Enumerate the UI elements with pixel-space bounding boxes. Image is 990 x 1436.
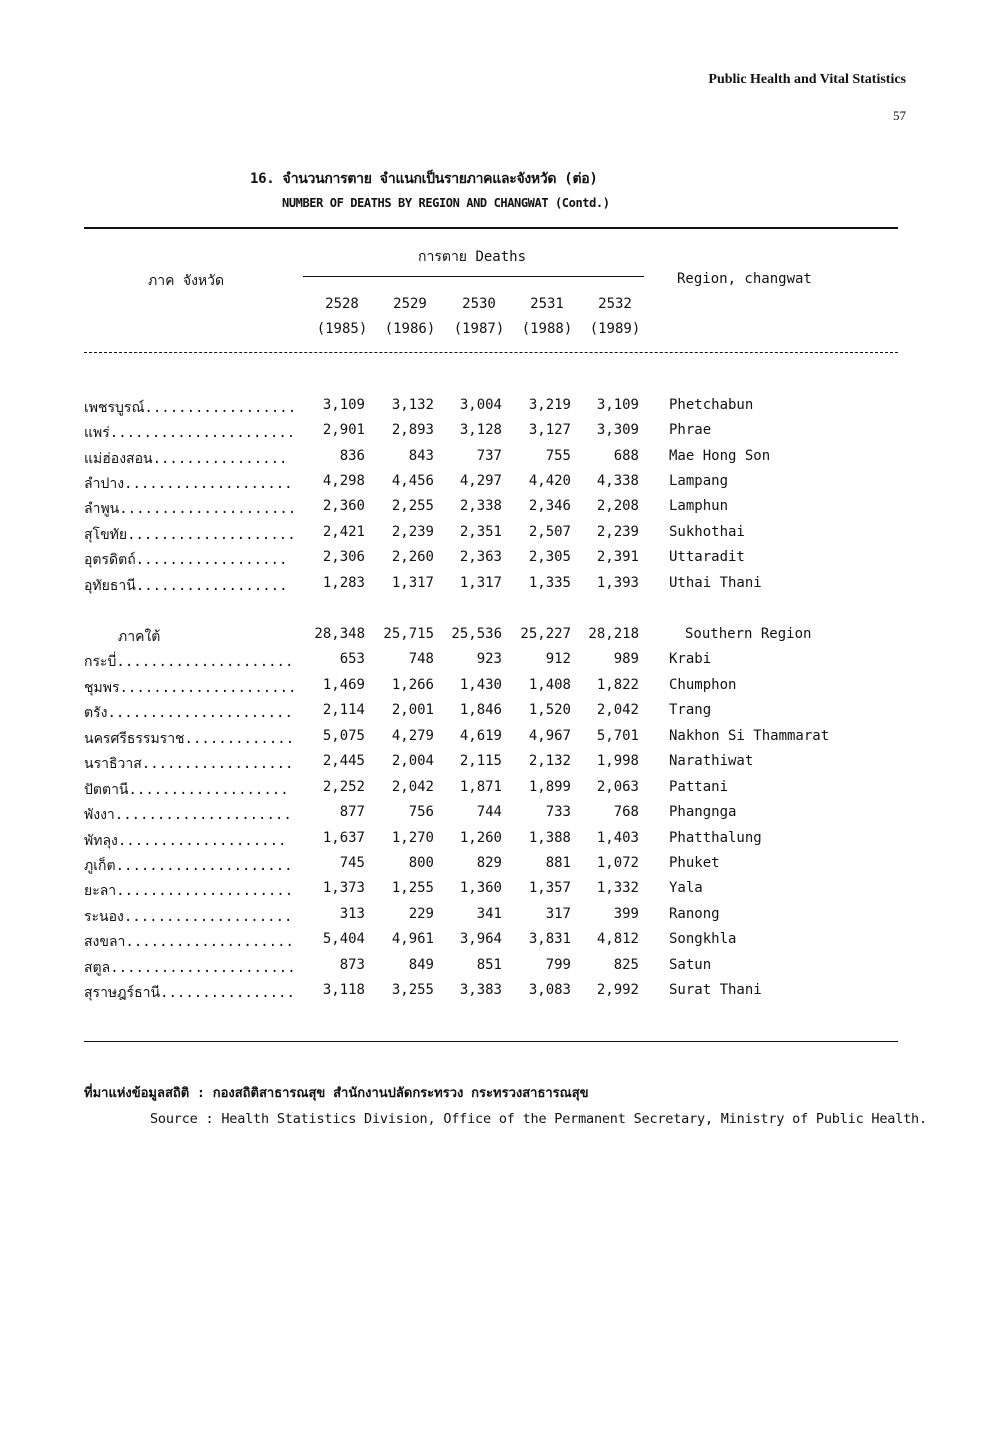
row-label-thai: นครศรีธรรมราช.............: [84, 731, 295, 747]
deaths-value: 2,391: [596, 549, 639, 565]
deaths-value: 1,357: [528, 880, 571, 896]
deaths-value: 3,255: [391, 982, 434, 998]
year-be-header: 2531: [530, 296, 564, 312]
deaths-value: 1,373: [322, 880, 365, 896]
row-label-english: Surat Thani: [669, 982, 762, 998]
column-label-thai: ภาค จังหวัด: [148, 273, 225, 289]
table-row: [0, 498, 990, 522]
deaths-value: 1,283: [322, 575, 365, 591]
row-label-thai: พัทลุง....................: [84, 833, 287, 849]
deaths-value: 4,298: [322, 473, 365, 489]
deaths-value: 3,127: [528, 422, 571, 438]
deaths-value: 2,239: [596, 524, 639, 540]
table-row: [0, 957, 990, 981]
row-label-english: Ranong: [669, 906, 720, 922]
row-label-english: Southern Region: [685, 626, 812, 642]
deaths-value: 2,115: [459, 753, 502, 769]
row-label-thai: นราธิวาส..................: [84, 756, 294, 772]
row-label-english: Narathiwat: [669, 753, 754, 769]
table-row: [0, 422, 990, 446]
deaths-value: 881: [545, 855, 571, 871]
deaths-value: 5,075: [322, 728, 365, 744]
row-label-thai: อุทัยธานี..................: [84, 578, 288, 594]
deaths-value: 755: [545, 448, 571, 464]
deaths-value: 3,118: [322, 982, 365, 998]
row-label-english: Krabi: [669, 651, 712, 667]
deaths-value: 923: [476, 651, 502, 667]
deaths-header-rule: [303, 276, 644, 277]
row-label-thai: ปัตตานี...................: [84, 782, 289, 798]
deaths-value: 1,332: [596, 880, 639, 896]
deaths-value: 3,109: [596, 397, 639, 413]
deaths-value: 4,297: [459, 473, 502, 489]
deaths-value: 2,338: [459, 498, 502, 514]
table-row: [0, 448, 990, 472]
deaths-value: 5,404: [322, 931, 365, 947]
deaths-value: 3,831: [528, 931, 571, 947]
table-title-english: NUMBER OF DEATHS BY REGION AND CHANGWAT (Contd.): [282, 196, 610, 210]
deaths-value: 836: [339, 448, 365, 464]
deaths-value: 2,351: [459, 524, 502, 540]
deaths-value: 1,255: [391, 880, 434, 896]
deaths-value: 399: [613, 906, 639, 922]
row-label-english: Satun: [669, 957, 712, 973]
row-label-english: Lamphun: [669, 498, 729, 514]
deaths-value: 2,363: [459, 549, 502, 565]
deaths-value: 2,004: [391, 753, 434, 769]
deaths-value: 2,507: [528, 524, 571, 540]
deaths-value: 4,338: [596, 473, 639, 489]
deaths-value: 1,072: [596, 855, 639, 871]
table-row: [0, 702, 990, 726]
deaths-value: 825: [613, 957, 639, 973]
deaths-value: 1,266: [391, 677, 434, 693]
deaths-value: 1,403: [596, 830, 639, 846]
deaths-value: 745: [339, 855, 365, 871]
row-label-thai: สงขลา....................: [84, 934, 294, 950]
row-label-thai: สุโขทัย....................: [84, 527, 296, 543]
deaths-value: 799: [545, 957, 571, 973]
deaths-value: 1,335: [528, 575, 571, 591]
deaths-value: 2,445: [322, 753, 365, 769]
table-row: [0, 804, 990, 828]
deaths-value: 3,964: [459, 931, 502, 947]
deaths-value: 4,812: [596, 931, 639, 947]
deaths-value: 3,004: [459, 397, 502, 413]
deaths-value: 4,967: [528, 728, 571, 744]
table-row: [0, 473, 990, 497]
table-row: [0, 397, 990, 421]
source-thai: ที่มาแห่งข้อมูลสถิติ : กองสถิติสาธารณสุข สำนักงานปลัดกระทรวง กระทรวงสาธารณสุข: [84, 1086, 589, 1101]
table-row: [0, 779, 990, 803]
deaths-value: 1,317: [391, 575, 434, 591]
deaths-value: 989: [613, 651, 639, 667]
deaths-value: 3,132: [391, 397, 434, 413]
deaths-value: 28,348: [314, 626, 365, 642]
year-ce-header: (1985): [316, 321, 368, 337]
deaths-value: 2,992: [596, 982, 639, 998]
deaths-value: 3,219: [528, 397, 571, 413]
row-label-thai: แพร่......................: [84, 425, 296, 441]
deaths-value: 2,305: [528, 549, 571, 565]
row-label-english: Yala: [669, 880, 703, 896]
deaths-value: 28,218: [588, 626, 639, 642]
table-row: [0, 626, 990, 650]
deaths-value: 4,420: [528, 473, 571, 489]
row-label-thai: ระนอง....................: [84, 909, 293, 925]
deaths-value: 688: [613, 448, 639, 464]
year-ce-header: (1988): [521, 321, 573, 337]
row-label-english: Trang: [669, 702, 712, 718]
table-row: [0, 931, 990, 955]
year-be-header: 2529: [393, 296, 427, 312]
deaths-value: 1,637: [322, 830, 365, 846]
deaths-value: 1,846: [459, 702, 502, 718]
column-label-english: Region, changwat: [677, 271, 812, 287]
deaths-value: 341: [476, 906, 502, 922]
deaths-value: 1,388: [528, 830, 571, 846]
deaths-value: 4,279: [391, 728, 434, 744]
deaths-value: 3,109: [322, 397, 365, 413]
table-bottom-rule: [84, 1041, 898, 1042]
deaths-value: 1,360: [459, 880, 502, 896]
row-label-thai: ยะลา.....................: [84, 883, 294, 899]
deaths-value: 2,208: [596, 498, 639, 514]
deaths-value: 3,128: [459, 422, 502, 438]
table-row: [0, 549, 990, 573]
deaths-value: 2,346: [528, 498, 571, 514]
deaths-value: 2,252: [322, 779, 365, 795]
deaths-value: 3,083: [528, 982, 571, 998]
deaths-value: 2,260: [391, 549, 434, 565]
deaths-value: 653: [339, 651, 365, 667]
page-number: 57: [893, 108, 906, 123]
row-label-thai: สตูล......................: [84, 960, 296, 976]
year-be-header: 2532: [598, 296, 632, 312]
year-be-header: 2530: [462, 296, 496, 312]
deaths-value: 768: [613, 804, 639, 820]
deaths-value: 1,822: [596, 677, 639, 693]
table-row: [0, 728, 990, 752]
deaths-value: 843: [408, 448, 434, 464]
table-top-rule: [84, 227, 898, 229]
deaths-value: 2,901: [322, 422, 365, 438]
deaths-value: 313: [339, 906, 365, 922]
row-label-english: Phuket: [669, 855, 720, 871]
deaths-value: 3,383: [459, 982, 502, 998]
row-label-english: Phatthalung: [669, 830, 762, 846]
table-row: [0, 855, 990, 879]
table-row: [0, 982, 990, 1006]
table-title-thai: 16. จำนวนการตาย จำแนกเป็นรายภาคและจังหวัด (ต่อ): [250, 171, 598, 187]
deaths-value: 1,469: [322, 677, 365, 693]
row-label-thai: ตรัง......................: [84, 705, 293, 721]
deaths-value: 733: [545, 804, 571, 820]
year-be-header: 2528: [325, 296, 359, 312]
deaths-value: 2,421: [322, 524, 365, 540]
row-label-thai: ชุมพร.....................: [84, 680, 297, 696]
deaths-value: 5,701: [596, 728, 639, 744]
deaths-value: 748: [408, 651, 434, 667]
deaths-value: 1,317: [459, 575, 502, 591]
deaths-value: 756: [408, 804, 434, 820]
deaths-value: 1,260: [459, 830, 502, 846]
deaths-value: 737: [476, 448, 502, 464]
deaths-value: 2,306: [322, 549, 365, 565]
header-bottom-rule: [84, 352, 898, 353]
deaths-value: 2,255: [391, 498, 434, 514]
deaths-value: 912: [545, 651, 571, 667]
deaths-value: 4,619: [459, 728, 502, 744]
deaths-value: 2,001: [391, 702, 434, 718]
deaths-value: 25,536: [451, 626, 502, 642]
deaths-header: การตาย Deaths: [418, 249, 527, 265]
deaths-value: 1,899: [528, 779, 571, 795]
row-label-english: Sukhothai: [669, 524, 745, 540]
deaths-value: 4,961: [391, 931, 434, 947]
table-row: [0, 575, 990, 599]
row-label-thai: แม่ฮ่องสอน................: [84, 451, 288, 467]
table-row: [0, 830, 990, 854]
row-label-english: Uttaradit: [669, 549, 745, 565]
deaths-value: 2,042: [596, 702, 639, 718]
deaths-value: 1,408: [528, 677, 571, 693]
deaths-value: 744: [476, 804, 502, 820]
deaths-value: 2,132: [528, 753, 571, 769]
row-label-thai: ลำพูน.....................: [84, 501, 297, 517]
row-label-thai: ภาคใต้: [118, 629, 161, 645]
deaths-value: 3,309: [596, 422, 639, 438]
table-row: [0, 753, 990, 777]
row-label-thai: เพชรบูรณ์..................: [84, 400, 297, 416]
deaths-value: 25,715: [383, 626, 434, 642]
table-row: [0, 906, 990, 930]
row-label-english: Phetchabun: [669, 397, 754, 413]
deaths-value: 4,456: [391, 473, 434, 489]
table-row: [0, 651, 990, 675]
year-ce-header: (1986): [384, 321, 436, 337]
deaths-value: 851: [476, 957, 502, 973]
row-label-thai: ลำปาง....................: [84, 476, 293, 492]
row-label-english: Pattani: [669, 779, 729, 795]
row-label-thai: กระบี่.....................: [84, 654, 294, 670]
deaths-value: 873: [339, 957, 365, 973]
row-label-thai: สุราษฎร์ธานี................: [84, 985, 295, 1001]
row-label-english: Lampang: [669, 473, 729, 489]
deaths-value: 1,520: [528, 702, 571, 718]
deaths-value: 229: [408, 906, 434, 922]
deaths-value: 2,114: [322, 702, 365, 718]
row-label-english: Phrae: [669, 422, 712, 438]
row-label-english: Mae Hong Son: [669, 448, 771, 464]
source-english: Source : Health Statistics Division, Office of the Permanent Secretary, Ministry of Public Health.: [150, 1111, 927, 1127]
deaths-value: 317: [545, 906, 571, 922]
deaths-value: 1,393: [596, 575, 639, 591]
deaths-value: 1,430: [459, 677, 502, 693]
row-label-english: Phangnga: [669, 804, 737, 820]
running-header: Public Health and Vital Statistics: [708, 72, 906, 87]
table-row: [0, 677, 990, 701]
row-label-thai: ภูเก็ต.....................: [84, 858, 293, 874]
deaths-value: 829: [476, 855, 502, 871]
row-label-english: Chumphon: [669, 677, 737, 693]
row-label-thai: พังงา.....................: [84, 807, 292, 823]
table-row: [0, 524, 990, 548]
deaths-value: 1,270: [391, 830, 434, 846]
deaths-value: 849: [408, 957, 434, 973]
deaths-value: 2,239: [391, 524, 434, 540]
deaths-value: 2,360: [322, 498, 365, 514]
deaths-value: 877: [339, 804, 365, 820]
deaths-value: 800: [408, 855, 434, 871]
deaths-value: 2,893: [391, 422, 434, 438]
deaths-value: 1,871: [459, 779, 502, 795]
row-label-english: Uthai Thani: [669, 575, 762, 591]
deaths-value: 1,998: [596, 753, 639, 769]
row-label-english: Nakhon Si Thammarat: [669, 728, 830, 744]
row-label-english: Songkhla: [669, 931, 737, 947]
table-row: [0, 880, 990, 904]
year-ce-header: (1989): [589, 321, 641, 337]
deaths-value: 25,227: [520, 626, 571, 642]
year-ce-header: (1987): [453, 321, 505, 337]
deaths-value: 2,063: [596, 779, 639, 795]
row-label-thai: อุตรดิตถ์..................: [84, 552, 288, 568]
deaths-value: 2,042: [391, 779, 434, 795]
